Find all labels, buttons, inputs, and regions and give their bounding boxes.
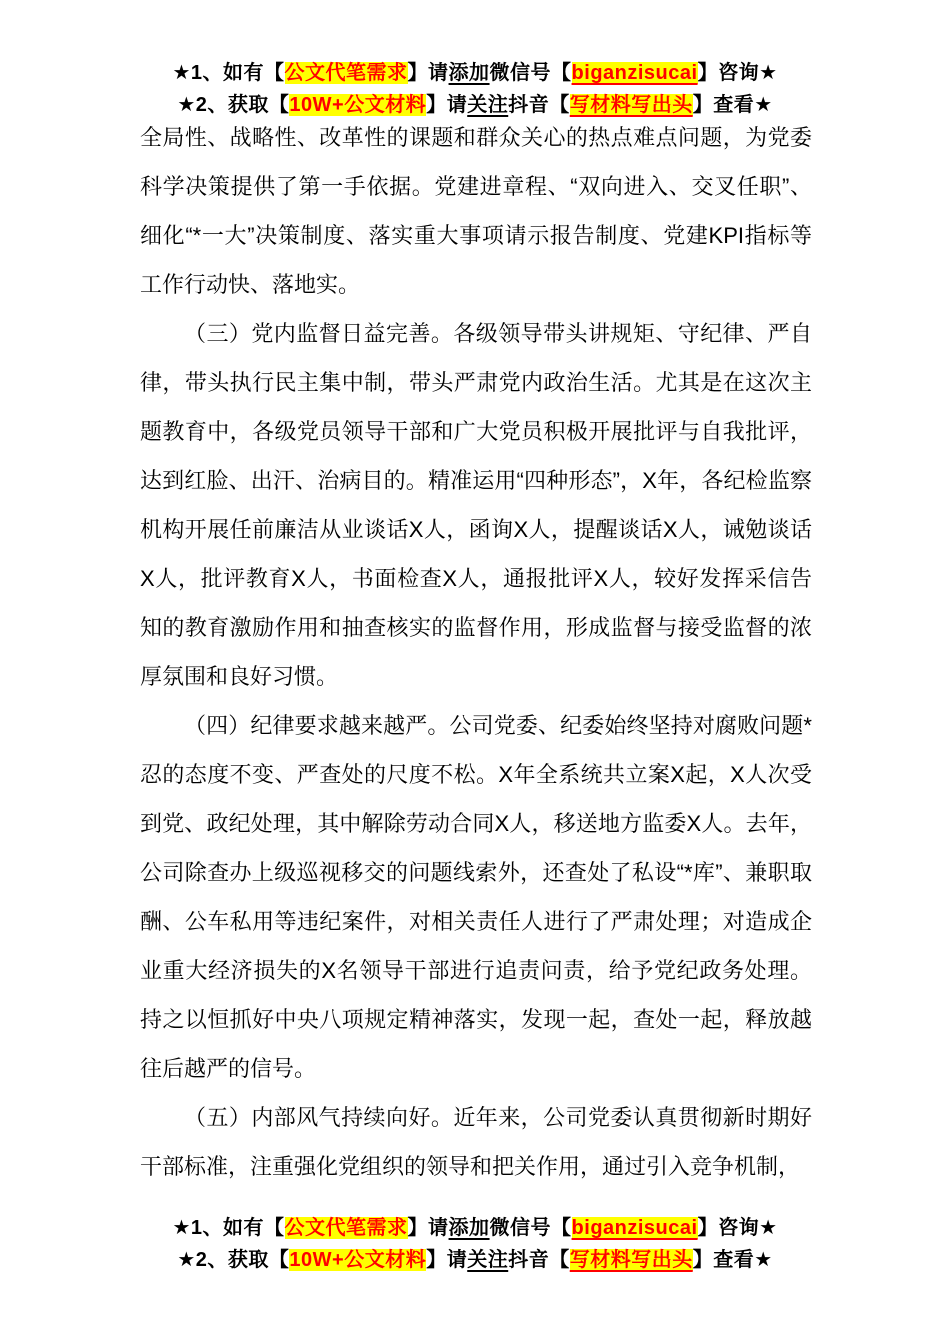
channel-wechat: 微信号【 [489, 62, 572, 84]
douyin-account: 写材料写出头 [569, 1249, 693, 1271]
paragraph: （四）纪律要求越来越严。公司党委、纪委始终坚持对腐败问题*忍的态度不变、严查处的尺度不松。X年全系统共立案X起，X人次受到党、政纪处理，其中解除劳动合同X人，移送地方监委X人。去年，公司除查办上级巡视移交的问题线索外，还查处了私设“*库”、兼职取酬、公车私用等违纪案件，对相关责任人进行了严肃处理；对造成企业重大经济损失的X名领导干部进行追责问责，给予党纪政务处理。持之以恒抓好中央八项规定精神落实，发现一起，查处一起，释放越往后越严的信号。 [140, 713, 812, 1081]
promo-line [0, 57, 950, 89]
service-highlight: 公文代笔需求 [284, 62, 408, 84]
bracket-text: 】请 [426, 94, 468, 116]
star-prefix: ★1、如有【 [172, 1217, 285, 1239]
promo-footer [0, 1212, 950, 1276]
document-body [140, 113, 812, 1191]
star-suffix: 】查看★ [692, 94, 773, 116]
channel-wechat: 微信号【 [489, 1217, 572, 1239]
channel-douyin: 抖音【 [508, 1249, 570, 1271]
promo-line [0, 1212, 950, 1244]
promo-line [0, 1244, 950, 1276]
bracket-text: 】请 [426, 1249, 468, 1271]
star-prefix: ★2、获取【 [177, 1249, 290, 1271]
star-suffix: 】咨询★ [697, 62, 778, 84]
douyin-account: 写材料写出头 [569, 94, 693, 116]
action-add: 添加 [448, 1217, 490, 1239]
action-follow: 关注 [467, 1249, 509, 1271]
wechat-id: biganzisucai [571, 62, 698, 84]
wechat-id: biganzisucai [571, 1217, 698, 1239]
material-highlight: 10W+公文材料 [289, 94, 427, 116]
material-highlight: 10W+公文材料 [289, 1249, 427, 1271]
star-suffix: 】咨询★ [697, 1217, 778, 1239]
promo-header [0, 57, 950, 121]
paragraph: 全局性、战略性、改革性的课题和群众关心的热点难点问题，为党委科学决策提供了第一手依据。党建进章程、“双向进入、交叉任职”、细化“*一大”决策制度、落实重大事项请示报告制度、党建KPI指标等工作行动快、落地实。 [140, 125, 812, 297]
star-suffix: 】查看★ [692, 1249, 773, 1271]
action-follow: 关注 [467, 94, 509, 116]
star-prefix: ★1、如有【 [172, 62, 285, 84]
action-add: 添加 [448, 62, 490, 84]
star-prefix: ★2、获取【 [177, 94, 290, 116]
paragraph: （三）党内监督日益完善。各级领导带头讲规矩、守纪律、严自律，带头执行民主集中制，带头严肃党内政治生活。尤其是在这次主题教育中，各级党员领导干部和广大党员积极开展批评与自我批评，达到红脸、出汗、治病目的。精准运用“四种形态”，X年，各纪检监察机构开展任前廉洁从业谈话X人，函询X人，提醒谈话X人，诫勉谈话X人，批评教育X人，书面检查X人，通报批评X人，较好发挥采信告知的教育激励作用和抽查核实的监督作用，形成监督与接受监督的浓厚氛围和良好习惯。 [140, 321, 812, 689]
bracket-text: 】请 [407, 62, 449, 84]
service-highlight: 公文代笔需求 [284, 1217, 408, 1239]
paragraph: （五）内部风气持续向好。近年来，公司党委认真贯彻新时期好干部标准，注重强化党组织的领导和把关作用，通过引入竞争机制， [140, 1105, 812, 1179]
channel-douyin: 抖音【 [508, 94, 570, 116]
bracket-text: 】请 [407, 1217, 449, 1239]
